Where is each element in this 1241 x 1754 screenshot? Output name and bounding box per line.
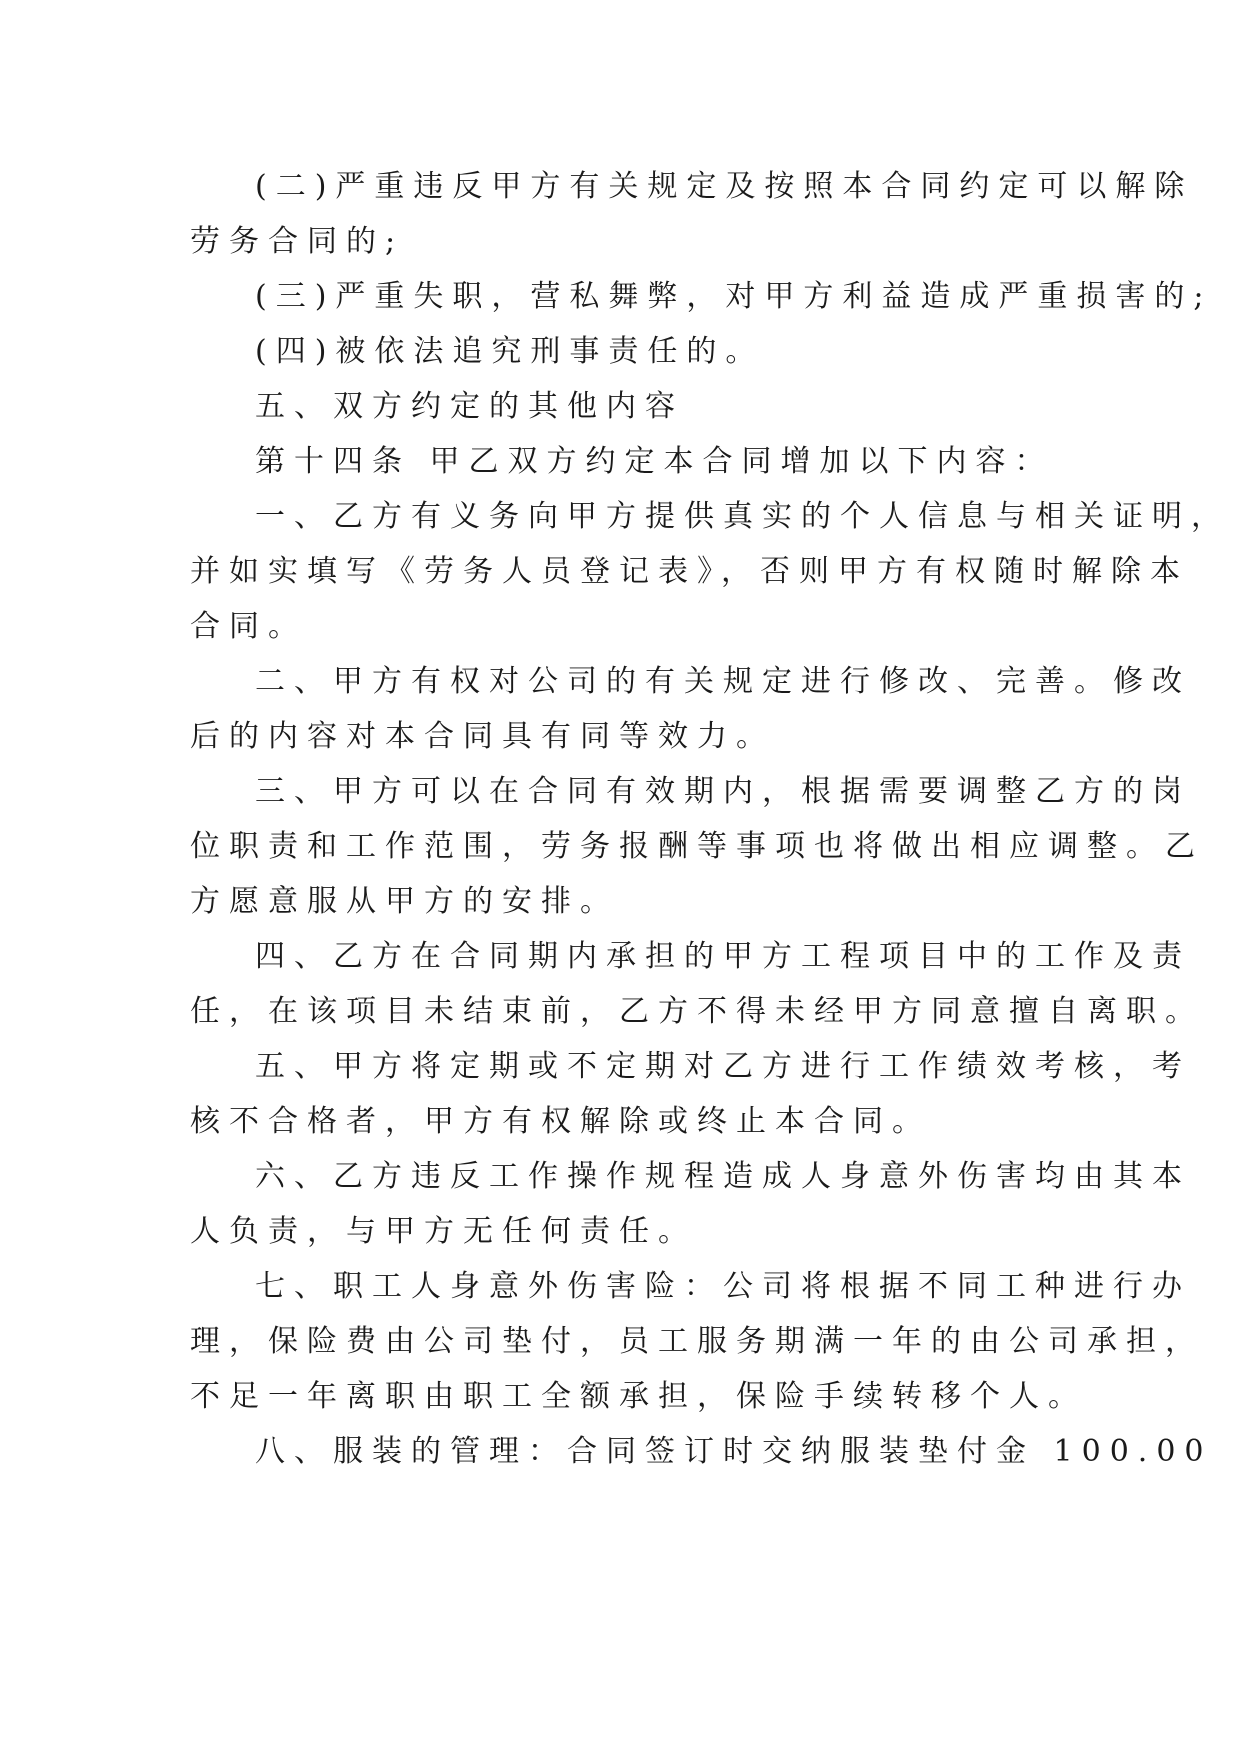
text-line: 核不合格者，甲方有权解除或终止本合同。 [190,1104,931,1139]
text-line: 任，在该项目未结束前，乙方不得未经甲方同意擅自离职。 [190,994,1204,1029]
text-line: 不足一年离职由职工全额承担，保险手续转移个人。 [190,1379,1087,1414]
text-line: 八、服装的管理：合同签订时交纳服装垫付金 100.00 [255,1434,1213,1469]
text-line: 合同。 [190,609,307,644]
text-line: 一、乙方有义务向甲方提供真实的个人信息与相关证明， [255,499,1230,534]
text-line: 四、乙方在合同期内承担的甲方工程项目中的工作及责 [255,939,1191,974]
text-line: 劳务合同的; [190,224,405,259]
text-line: 位职责和工作范围，劳务报酬等事项也将做出相应调整。乙 [190,829,1204,864]
text-line: 并如实填写《劳务人员登记表》，否则甲方有权随时解除本 [190,554,1189,589]
text-line: 二、甲方有权对公司的有关规定进行修改、完善。修改 [255,664,1191,699]
text-line: 三、甲方可以在合同有效期内，根据需要调整乙方的岗 [255,774,1191,809]
text-line: (二)严重违反甲方有关规定及按照本合同约定可以解除 [255,169,1194,204]
text-line: 五、甲方将定期或不定期对乙方进行工作绩效考核，考 [255,1049,1191,1084]
section-heading: 五、双方约定的其他内容 [255,389,684,424]
text-line: 理，保险费由公司垫付，员工服务期满一年的由公司承担， [190,1324,1204,1359]
text-line: 六、乙方违反工作操作规程造成人身意外伤害均由其本 [255,1159,1191,1194]
text-line: (三)严重失职，营私舞弊，对甲方利益造成严重损害的; [255,279,1213,314]
text-line: (四)被依法追究刑事责任的。 [255,334,765,369]
text-line: 后的内容对本合同具有同等效力。 [190,719,775,754]
text-line: 人负责，与甲方无任何责任。 [190,1214,697,1249]
text-line: 方愿意服从甲方的安排。 [190,884,619,919]
article-heading: 第十四条 甲乙双方约定本合同增加以下内容： [255,444,1054,479]
text-line: 七、职工人身意外伤害险：公司将根据不同工种进行办 [255,1269,1191,1304]
